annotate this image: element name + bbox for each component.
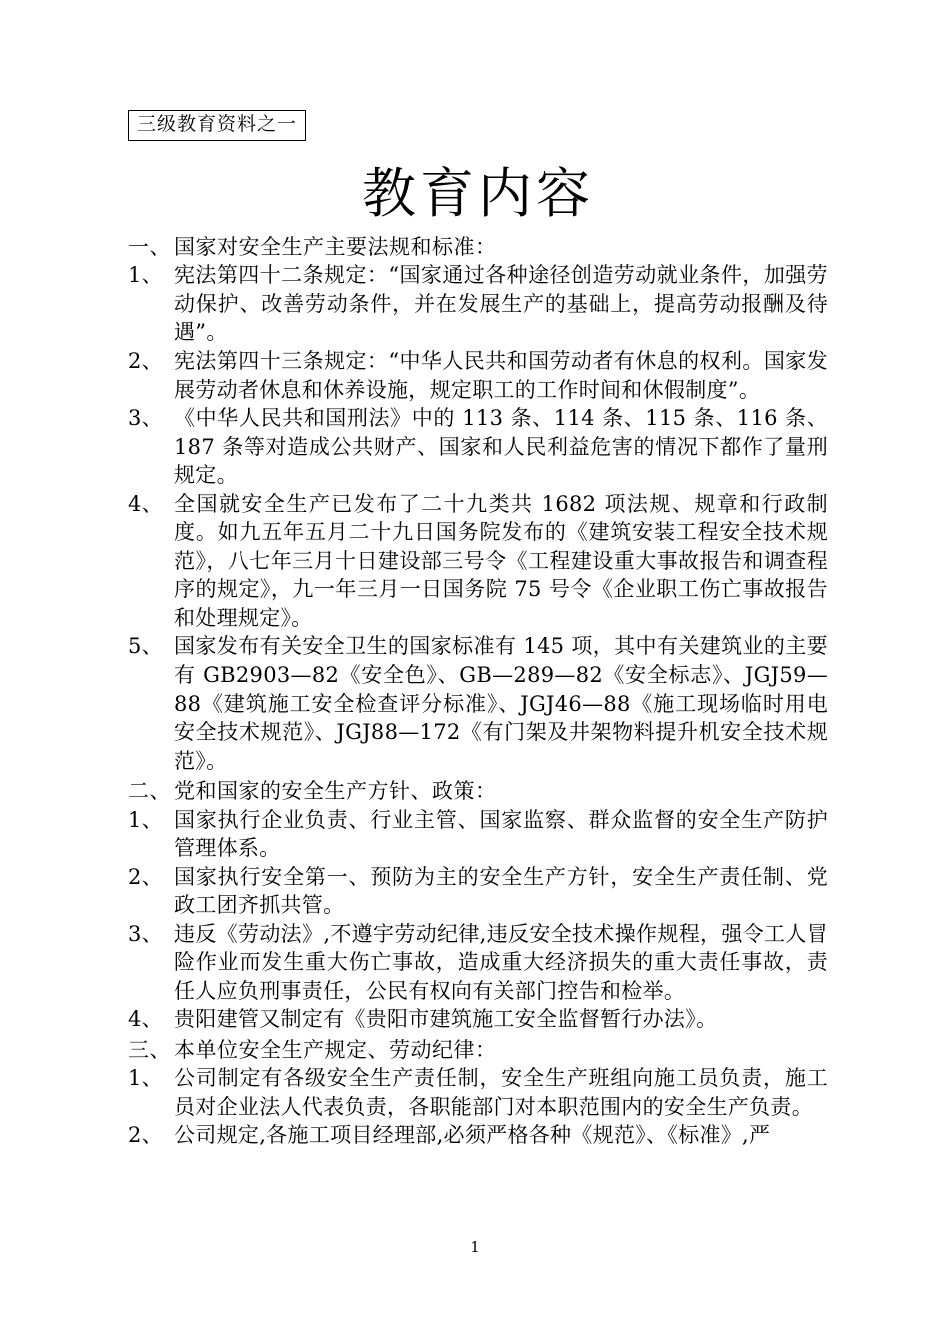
list-item-text: 宪法第四十三条规定：“中华人民共和国劳动者有休息的权利。国家发展劳动者休息和休养设施，规定职工的工作时间和休假制度”。 [174,348,828,402]
list-item [128,806,828,863]
list-item [128,632,828,775]
list-item-marker: 2、 [128,864,163,889]
list-item [128,347,828,404]
list-item-marker: 1、 [128,807,163,832]
document-content [128,110,828,1150]
list-item-text: 公司规定,各施工项目经理部,必须严格各种《规范》、《标准》,严 [174,1123,771,1148]
list-item [128,1064,828,1121]
list-item [128,920,828,1006]
section-heading-1 [128,233,828,261]
page-number: 1 [470,1238,480,1256]
section-number-2: 二、 [128,779,171,804]
list-item-marker: 1、 [128,263,163,288]
list-item-text: 违反《劳动法》,不遵宇劳动纪律,违反安全技术操作规程，强令工人冒险作业而发生重大伤亡事故，造成重大经济损失的重大责任事故，责任人应负刑事责任，公民有权向有关部门控告和检举。 [174,921,828,1003]
list-item-text: 贵阳建管又制定有《贵阳市建筑施工安全监督暂行办法》。 [174,1007,718,1032]
list-item-text: 国家执行安全第一、预防为主的安全生产方针，安全生产责任制、党政工团齐抓共管。 [174,864,828,918]
list-item [128,1005,828,1034]
document-tag-label: 三级教育资料之一 [128,110,306,141]
list-item-text: 全国就安全生产已发布了二十九类共 1682 项法规、规章和行政制度。如九五年五月二十九日国务院发布的《建筑安装工程安全技术规范》，八七年三月十日建设部三号令《工程建设重大事故报告和调查程序的规定》，九一年三月一日国务院 75 号令《企业职工伤亡事故报告和处理规定》。 [174,491,828,630]
list-item [128,404,828,490]
list-item-marker: 1、 [128,1066,163,1091]
list-item-text: 《中华人民共和国刑法》中的 113 条、114 条、115 条、116 条、187 条等对造成公共财产、国家和人民利益危害的情况下都作了量刑规定。 [174,406,828,488]
list-item [128,863,828,920]
list-item [128,490,828,633]
section-title-1: 国家对安全生产主要法规和标准： [174,234,497,259]
list-item-marker: 3、 [128,406,163,431]
section-title-2: 党和国家的安全生产方针、政策： [174,779,497,804]
page-title: 教育内容 [362,161,594,225]
list-item-marker: 5、 [128,634,163,659]
list-item [128,1121,828,1150]
list-item-text: 公司制定有各级安全生产责任制，安全生产班组向施工员负责，施工员对企业法人代表负责，各职能部门对本职范围内的安全生产负责。 [174,1066,828,1119]
list-item-marker: 4、 [128,491,163,516]
list-item-marker: 3、 [128,921,163,946]
list-item-text: 宪法第四十二条规定：“国家通过各种途径创造劳动就业条件，加强劳动保护、改善劳动条件，并在发展生产的基础上，提高劳动报酬及待遇”。 [174,263,828,345]
section-heading-3 [128,1036,828,1064]
list-item-text: 国家发布有关安全卫生的国家标准有 145 项，其中有关建筑业的主要有 GB2903—82《安全色》、GB—289—82《安全标志》、JGJ59—88《建筑施工安全检查评分标准》、JGJ46—88《施工现场临时用电安全技术规范》、JGJ88—172《有门架及井架物料提升机安全技术规范》。 [174,634,828,773]
section-number-3: 三、 [128,1037,171,1062]
list-item-text: 国家执行企业负责、行业主管、国家监察、群众监督的安全生产防护管理体系。 [174,807,828,861]
list-item-marker: 2、 [128,1123,163,1148]
list-item [128,261,828,347]
section-heading-2 [128,777,828,805]
list-item-marker: 2、 [128,348,163,373]
list-item-marker: 4、 [128,1007,163,1032]
section-number-1: 一、 [128,234,171,259]
section-title-3: 本单位安全生产规定、劳动纪律： [174,1037,497,1062]
